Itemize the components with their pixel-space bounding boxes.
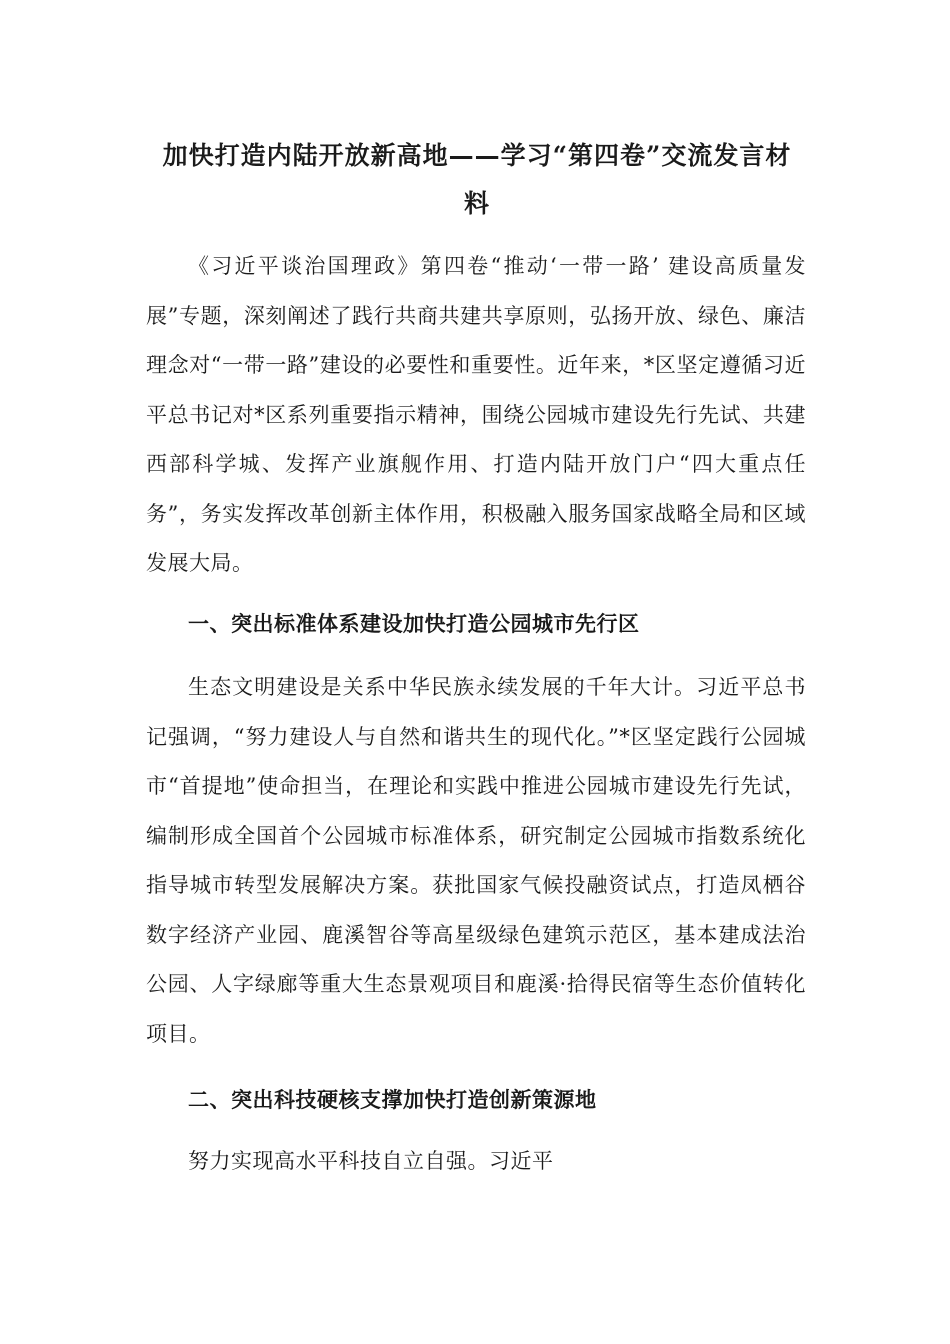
document-title: 加快打造内陆开放新高地——学习“第四卷”交流发言材料 bbox=[162, 141, 792, 218]
intro-paragraph: 《习近平谈治国理政》第四卷“推动‘一带一路’ 建设高质量发展”专题，深刻阐述了践行共商共建共享原则，弘扬开放、绿色、廉洁理念对“一带一路”建设的必要性和重要性。近年来，*区坚定遵循习近平总书记对*区系列重要指示精神，围绕公园城市建设先行先试、共建西部科学城、发挥产业旗舰作用、打造内陆开放门户“四大重点任务”，务实发挥改革创新主体作用，积极融入服务国家战略全局和区域发展大局。 bbox=[146, 254, 806, 575]
section-heading-1: 一、突出标准体系建设加快打造公园城市先行区 bbox=[188, 611, 640, 636]
section-1-paragraph: 生态文明建设是关系中华民族永续发展的千年大计。习近平总书记强调，“努力建设人与自然和谐共生的现代化。”*区坚定践行公园城市“首提地”使命担当，在理论和实践中推进公园城市建设先行先试，编制形成全国首个公园城市标准体系，研究制定公园城市指数系统化指导城市转型发展解决方案。获批国家气候投融资试点，打造凤栖谷数字经济产业园、鹿溪智谷等高星级绿色建筑示范区，基本建成法治公园、人字绿廊等重大生态景观项目和鹿溪·拾得民宿等生态价值转化项目。 bbox=[146, 675, 806, 1046]
section-2-paragraph: 努力实现高水平科技自立自强。习近平 bbox=[188, 1149, 554, 1173]
section-heading-2: 二、突出科技硬核支撑加快打造创新策源地 bbox=[188, 1087, 597, 1112]
